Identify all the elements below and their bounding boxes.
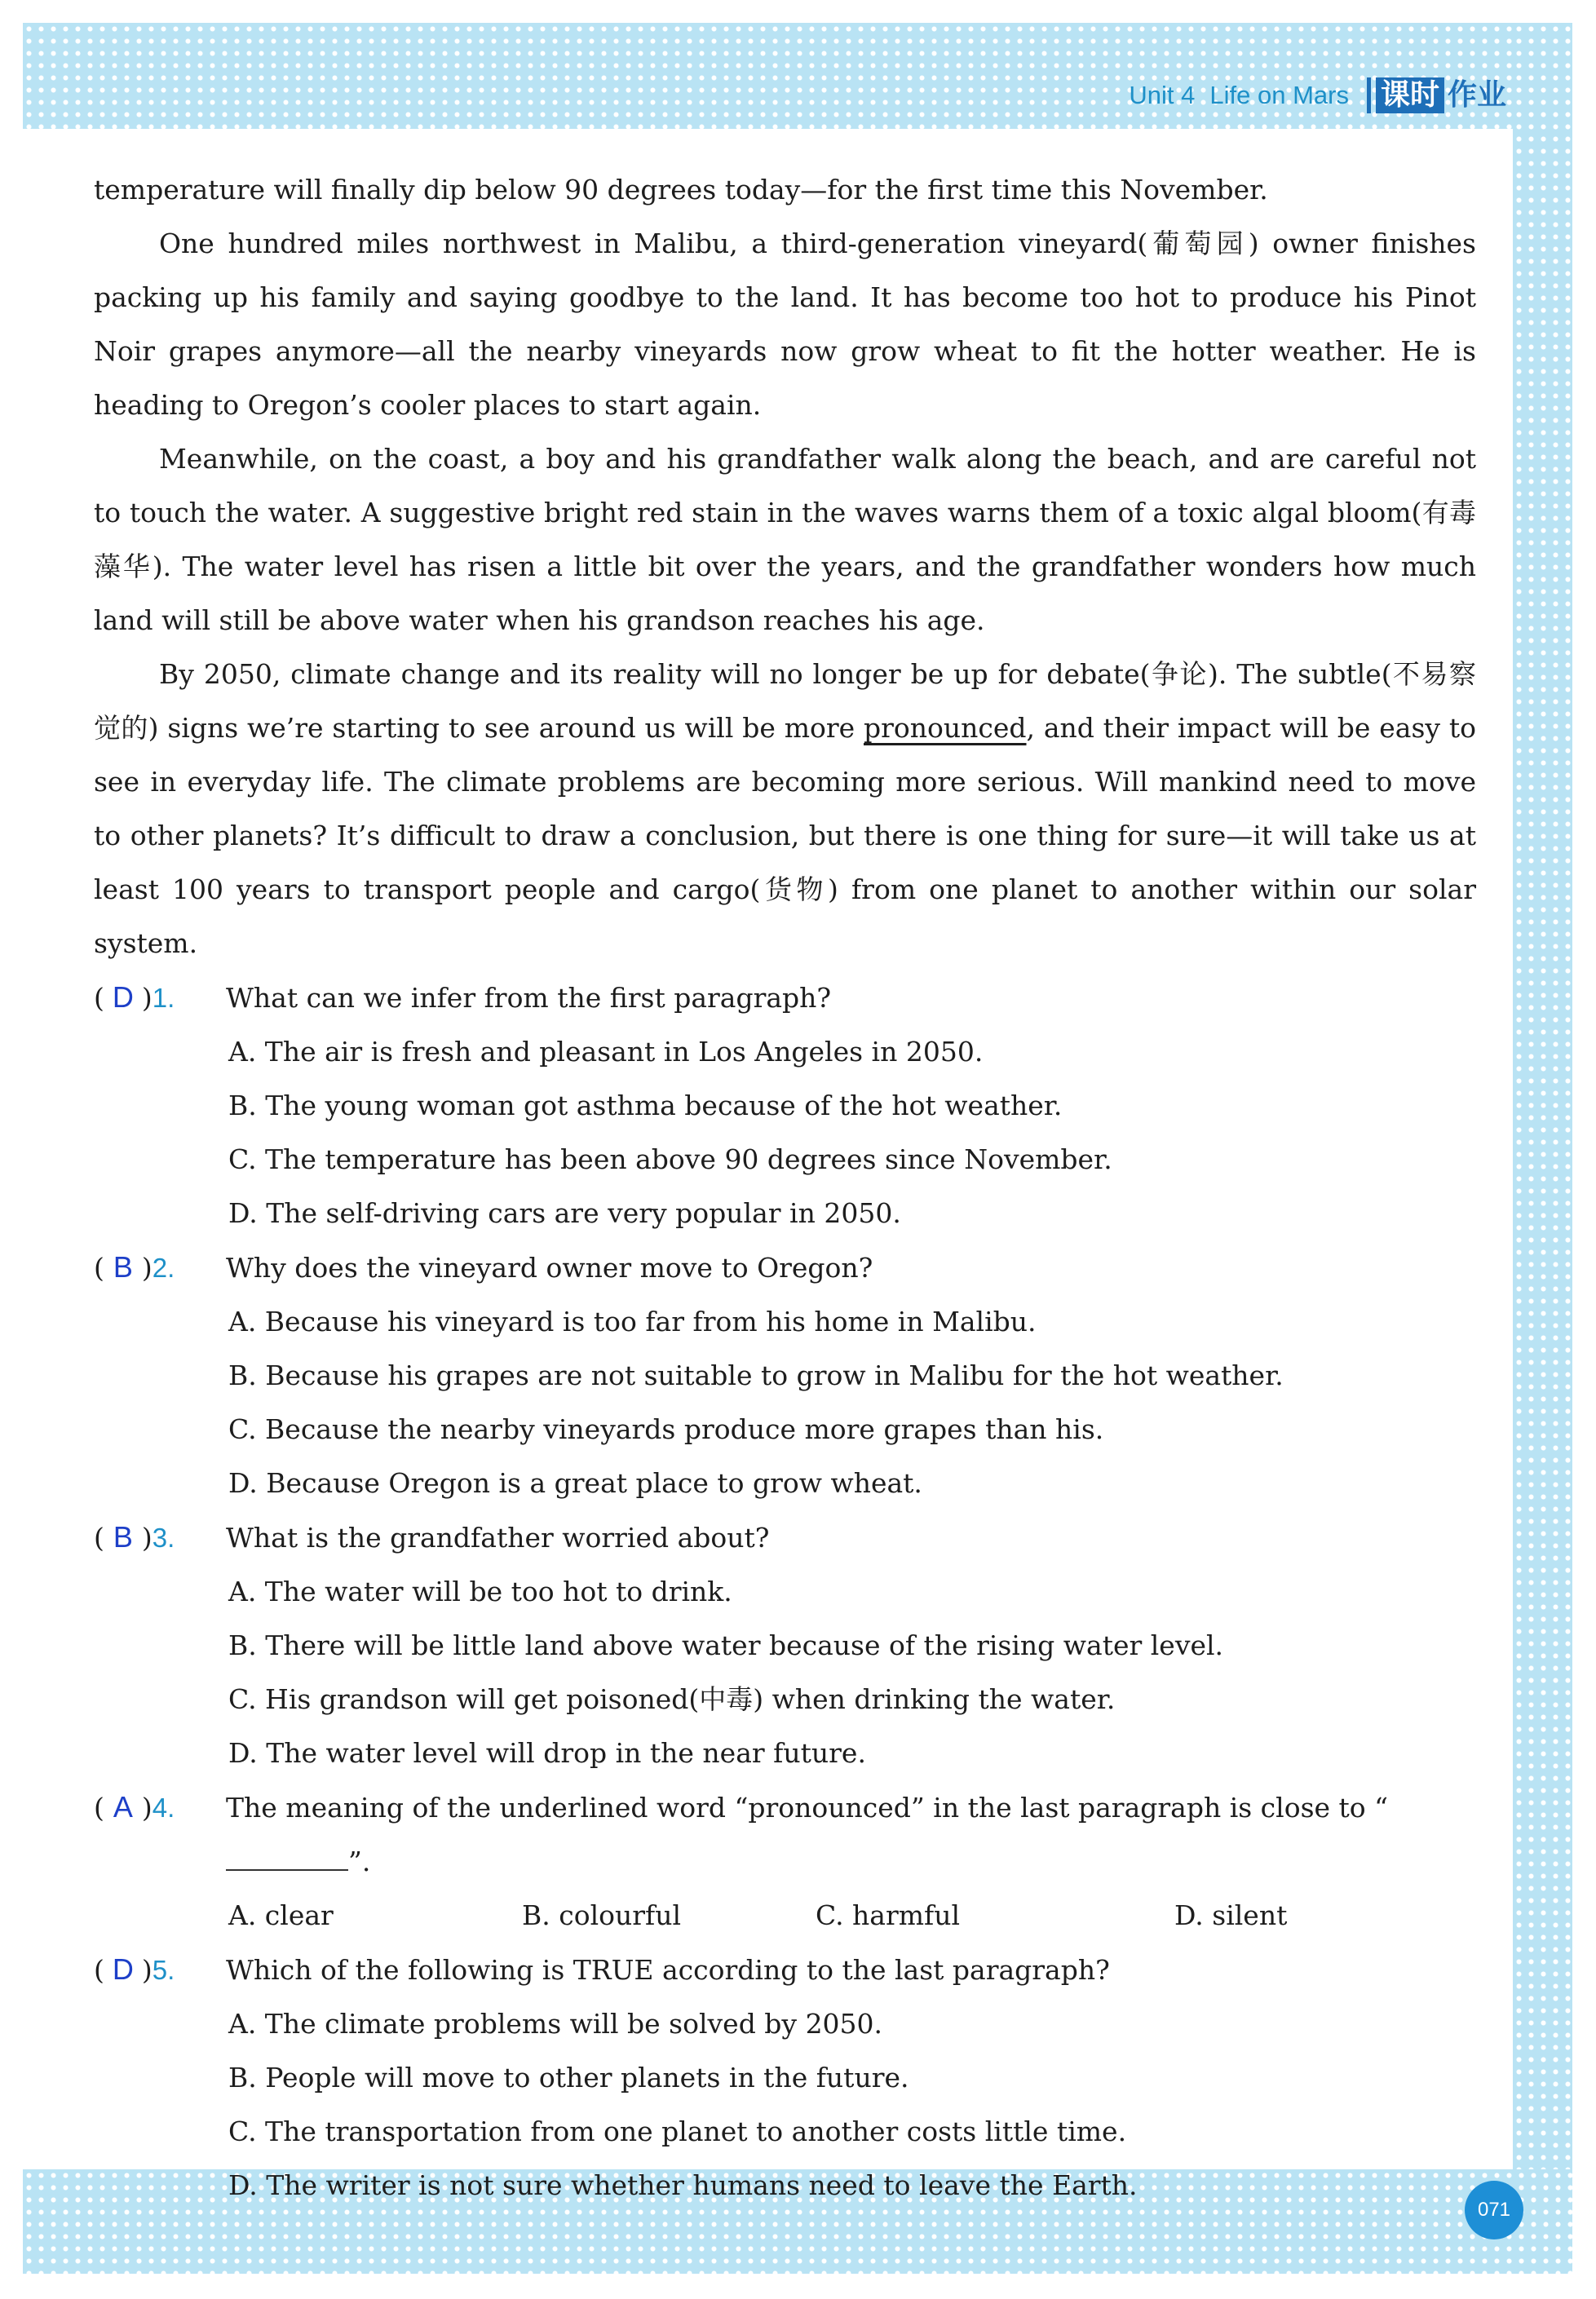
- page-content: [94, 163, 1476, 2213]
- option-a: A. clear: [228, 1899, 334, 1931]
- answer-letter: D: [112, 1952, 134, 1986]
- stem-before: The meaning of the underlined word “pronounced” in the last paragraph is close to “: [226, 1792, 1389, 1824]
- question-4: [94, 1780, 1476, 1943]
- passage-paragraph-2: Meanwhile, on the coast, a boy and his grandfather walk along the beach, and are careful not to touch the water. A suggestive bright red stain in the waves warns them of a toxic algal bloom(有毒藻华). The water level has risen a little bit over the years, and the grandfather wonders how much land will still be above water when his grandson reaches his age.: [94, 443, 1476, 636]
- p3-before: By 2050, climate change and its reality will no longer be up for debate(争论). The subtle(不易察觉的) signs we’re starting to see around us will be more: [94, 658, 1476, 744]
- question-number: 5.: [152, 1955, 175, 1985]
- option-c: C. The transportation from one planet to another costs little time.: [228, 2116, 1127, 2147]
- question-number: 1.: [152, 983, 175, 1013]
- answer-letter: D: [112, 980, 134, 1014]
- question-stem: What can we infer from the first paragraph?: [226, 982, 832, 1014]
- option-b: B. People will move to other planets in the future.: [228, 2062, 909, 2093]
- answer-letter: A: [113, 1790, 133, 1824]
- stem-after: ”.: [348, 1846, 371, 1877]
- answer-blank: [226, 1845, 348, 1871]
- question-stem: Which of the following is TRUE according to the last paragraph?: [226, 1954, 1110, 1986]
- answer-bracket: ( B )3.: [94, 1510, 226, 1565]
- option-c: C. The temperature has been above 90 degrees since November.: [228, 1143, 1112, 1175]
- answer-bracket: ( D )1.: [94, 970, 226, 1025]
- p3-after: , and their impact will be easy to see in everyday life. The climate problems are becoming more serious. Will mankind need to move to other planets? It’s difficult to draw a conclusion, but there is one thing for sure—it will take us at least 100 years to transport people and cargo(货物) from one planet to another within our solar system.: [94, 712, 1476, 959]
- question-number: 2.: [152, 1253, 175, 1283]
- option-c: C. harmful: [816, 1899, 961, 1931]
- unit-label: Unit 4: [1129, 81, 1196, 109]
- answer-bracket: ( D )5.: [94, 1943, 226, 1997]
- option-b: B. The young woman got asthma because of the hot weather.: [228, 1090, 1063, 1121]
- option-a: A. Because his vineyard is too far from his home in Malibu.: [228, 1306, 1037, 1337]
- option-d: D. silent: [1174, 1899, 1288, 1931]
- question-list: [94, 970, 1476, 2213]
- answer-bracket: ( B )2.: [94, 1240, 226, 1295]
- question-2: [94, 1240, 1476, 1510]
- question-stem: Why does the vineyard owner move to Oregon?: [226, 1252, 873, 1284]
- option-b: B. There will be little land above water because of the rising water level.: [228, 1629, 1224, 1661]
- question-1: [94, 970, 1476, 1240]
- answer-bracket: ( A )4.: [94, 1780, 226, 1835]
- option-a: A. The climate problems will be solved by 2050.: [228, 2008, 883, 2040]
- option-c: C. His grandson will get poisoned(中毒) when drinking the water.: [228, 1683, 1116, 1715]
- frame-right-border: [1513, 23, 1572, 2274]
- option-d: D. Because Oregon is a great place to grow wheat.: [228, 1467, 922, 1499]
- option-d: D. The writer is not sure whether humans need to leave the Earth.: [228, 2169, 1138, 2201]
- question-number: 4.: [152, 1793, 175, 1823]
- series-logo-box: 课时: [1376, 77, 1444, 113]
- series-logo-text: 作业: [1447, 78, 1506, 112]
- option-d: D. The water level will drop in the near future.: [228, 1737, 866, 1769]
- question-stem: What is the grandfather worried about?: [226, 1522, 770, 1554]
- option-a: A. The air is fresh and pleasant in Los Angeles in 2050.: [228, 1036, 984, 1068]
- passage-paragraph-1: One hundred miles northwest in Malibu, a third-generation vineyard(葡萄园) owner finishes packing up his family and saying goodbye to the land. It has become too hot to produce his Pinot Noir grapes anymore—all the nearby vineyards now grow wheat to fit the hotter weather. He is heading to Oregon’s cooler places to start again.: [94, 228, 1476, 421]
- option-b: B. colourful: [522, 1899, 682, 1931]
- option-c: C. Because the nearby vineyards produce more grapes than his.: [228, 1413, 1104, 1445]
- series-logo: [1367, 77, 1506, 113]
- passage-paragraph-0: temperature will finally dip below 90 degrees today—for the first time this November.: [94, 174, 1268, 206]
- option-row: [94, 1889, 1476, 1943]
- question-3: [94, 1510, 1476, 1780]
- page-header: [1129, 77, 1506, 113]
- unit-title: Life on Mars: [1209, 81, 1349, 109]
- option-d: D. The self-driving cars are very popular in 2050.: [228, 1197, 901, 1229]
- answer-letter: B: [113, 1250, 133, 1284]
- page-number-badge: 071: [1465, 2181, 1523, 2239]
- option-b: B. Because his grapes are not suitable to grow in Malibu for the hot weather.: [228, 1360, 1284, 1391]
- passage-paragraph-3: [94, 648, 1476, 970]
- question-stem: [226, 1781, 1476, 1889]
- question-5: [94, 1943, 1476, 2213]
- option-a: A. The water will be too hot to drink.: [228, 1576, 732, 1607]
- answer-letter: B: [113, 1520, 133, 1554]
- question-number: 3.: [152, 1523, 175, 1553]
- underlined-word: pronounced: [863, 712, 1027, 744]
